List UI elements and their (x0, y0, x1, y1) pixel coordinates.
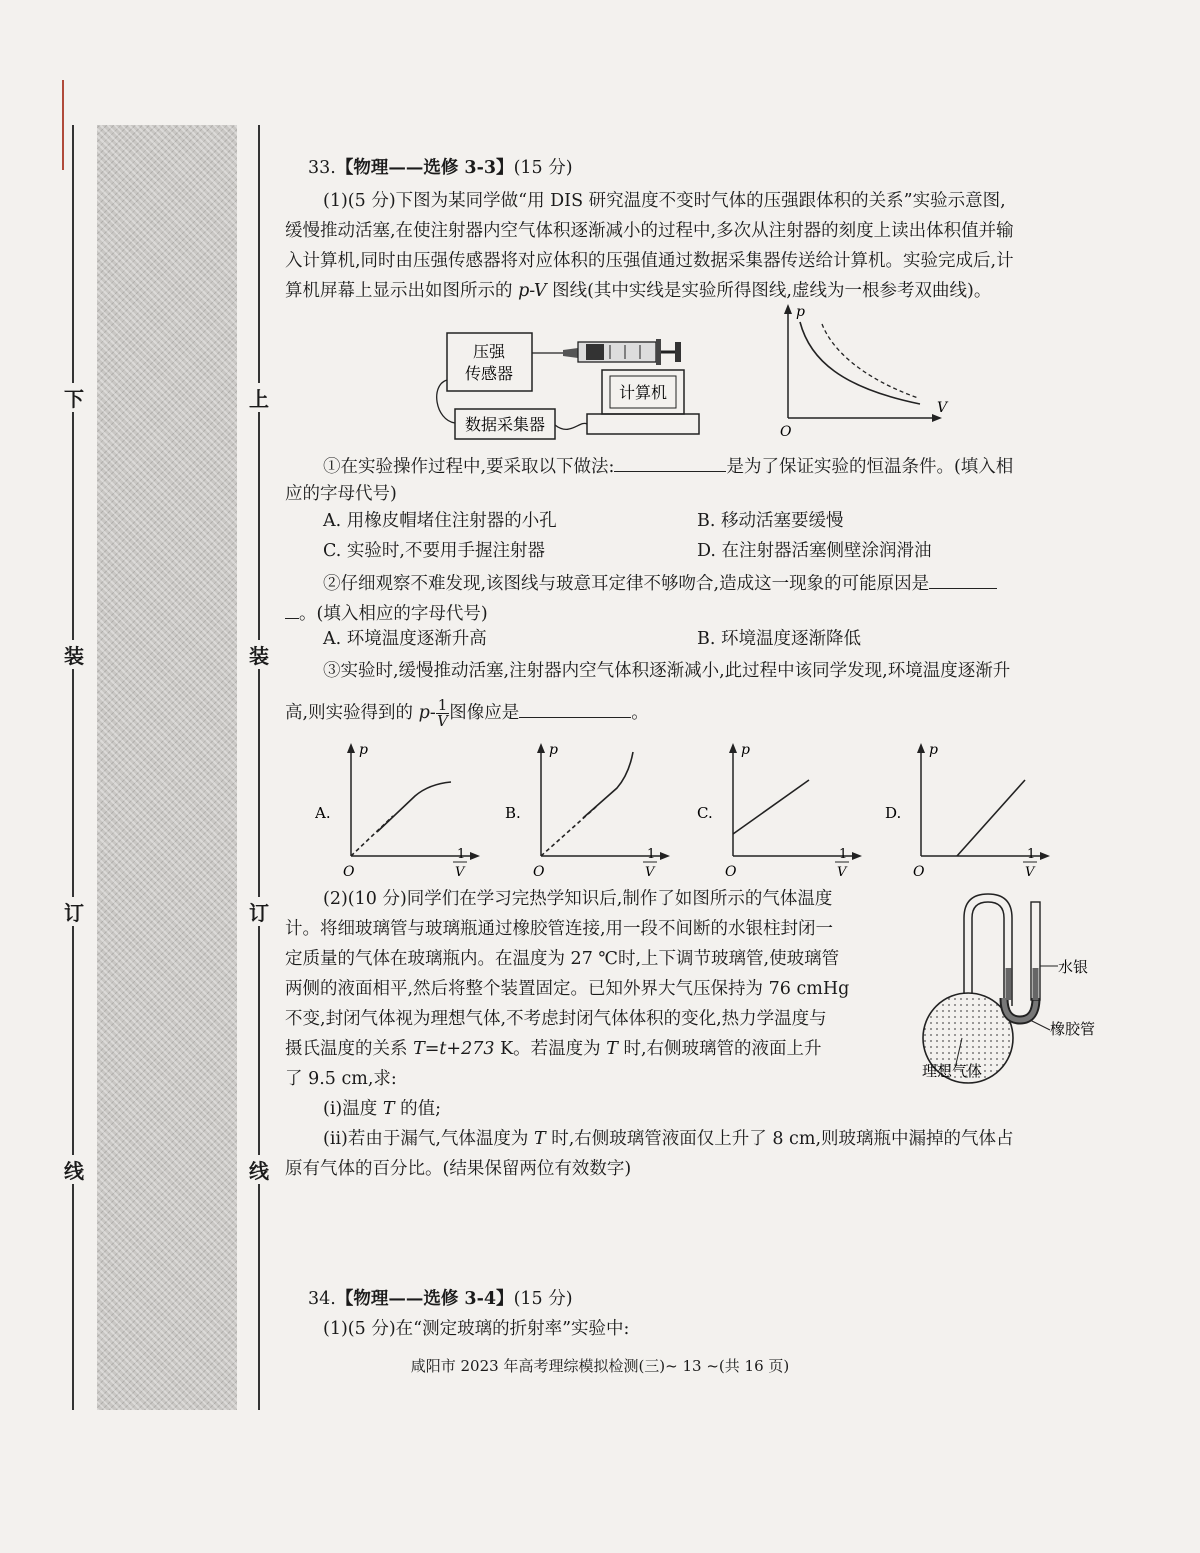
pv-dashed-hyperbola (822, 324, 918, 398)
q34-p1: (1)(5 分)在“测定玻璃的折射率”实验中: (323, 1319, 630, 1339)
q33-p2-line6-a: 摄氏温度的关系 (285, 1039, 414, 1059)
q33-p2-line5: 不变,封闭气体视为理想气体,不考虑封闭气体体积的变化,热力学温度与 (285, 1009, 827, 1029)
fraction-numerator: 1 (437, 696, 448, 714)
q33-sub1-line1 (323, 453, 1013, 478)
q33-header (308, 157, 573, 179)
fraction-denominator: V (437, 712, 448, 730)
cable-collector-computer (555, 423, 587, 429)
computer-label: 计算机 (618, 383, 668, 402)
page-footer: 咸阳市 2023 年高考理综模拟检测(三)~ 13 ~(共 16 页) (410, 1357, 790, 1375)
y-axis-arrow (917, 743, 925, 753)
margin-char-outer-3: 订 (62, 897, 86, 926)
one-over-v-fraction (436, 698, 450, 729)
ideal-gas-label: 理想气体 (922, 1062, 983, 1080)
y-axis-label: p (741, 742, 750, 758)
q33-p1-line3: 入计算机,同时由压强传感器将对应体积的压强值通过数据采集器传送给计算机。实验完成后,计 (285, 251, 1014, 271)
x-axis-label-numerator: 1 (1027, 847, 1036, 862)
part-i-b: 的值; (394, 1099, 441, 1119)
answer-blank-2a[interactable] (929, 570, 997, 589)
tube-inner-left (972, 902, 1004, 1006)
choice-label: C. (697, 804, 713, 822)
q33-sub2-a: ②仔细观察不难发现,该图线与玻意耳定律不够吻合,造成这一现象的可能原因是 (323, 574, 930, 594)
q33-sub3-b1: 高,则实验得到的 (285, 703, 419, 723)
choice-graph-d (885, 738, 1060, 883)
binding-line-inner (258, 125, 260, 1410)
q33-sub2-option-b: B. 环境温度逐渐降低 (697, 629, 861, 649)
part-i-T: T (382, 1099, 395, 1119)
part-ii-a: (ⅱ)若由于漏气,气体温度为 (323, 1129, 534, 1149)
y-axis-label: p (359, 742, 368, 758)
q33-sub2-b: 。(填入相应的字母代号) (299, 604, 488, 624)
q33-p2-line4: 两侧的液面相平,然后将整个装置固定。已知外界大气压保持为 76 cmHg (285, 979, 850, 999)
graph-solid-line (583, 752, 633, 818)
rubber-tube-leader (1030, 1020, 1050, 1030)
mercury-label: 水银 (1058, 958, 1089, 976)
origin-label: O (343, 864, 355, 880)
q34-number: 34. (308, 1289, 336, 1309)
left-mercury-column (1006, 968, 1012, 1000)
binding-line-outer (72, 125, 74, 1410)
x-axis-arrow (470, 852, 480, 860)
cable-sensor-collector (437, 380, 455, 423)
part-i-a: (ⅰ)温度 (323, 1099, 383, 1119)
graph-solid-line (733, 780, 809, 834)
origin-label: O (913, 864, 925, 880)
q33-p1-line2: 缓慢推动活塞,在使注射器内空气体积逐渐减小的过程中,多次从注射器的刻度上读出体积值并输 (285, 221, 1014, 241)
x-axis-arrow (660, 852, 670, 860)
q33-sub1-a: ①在实验操作过程中,要采取以下做法: (323, 457, 615, 477)
q33-number: 33. (308, 158, 336, 178)
q33-p2-part-ii (323, 1128, 1014, 1150)
dis-apparatus-diagram (430, 325, 710, 445)
q33-sub1-line2: 应的字母代号) (285, 484, 397, 504)
margin-char-inner-3: 订 (247, 897, 271, 926)
pv-graph-x-label: V (937, 400, 948, 416)
answer-blank-3[interactable] (519, 699, 631, 718)
right-mercury-column (1033, 968, 1039, 1000)
x-axis-label-denominator: V (837, 865, 847, 880)
x-axis-label-numerator: 1 (647, 847, 656, 862)
choice-graph-a (315, 738, 490, 883)
gas-thermometer-diagram (910, 888, 1110, 1088)
y-axis-arrow (537, 743, 545, 753)
graph-solid-line (377, 782, 451, 832)
margin-char-inner-2: 装 (247, 640, 271, 669)
margin-char-outer-1: 下 (62, 383, 86, 412)
data-collector-label: 数据采集器 (464, 415, 546, 434)
q33-sub3-line1: ③实验时,缓慢推动活塞,注射器内空气体积逐渐减小,此过程中该同学发现,环境温度逐渐升 (323, 661, 1011, 681)
x-axis-label-numerator: 1 (457, 847, 466, 862)
computer-base (587, 414, 699, 434)
q33-sub1-b: 是为了保证实验的恒温条件。(填入相 (726, 457, 1014, 477)
q33-p2-line6 (285, 1038, 822, 1060)
tube-outer-left (964, 894, 1012, 1006)
x-axis-label-numerator: 1 (839, 847, 848, 862)
q33-p2-line3: 定质量的气体在玻璃瓶内。在温度为 27 ℃时,上下调节玻璃管,使玻璃管 (285, 949, 840, 969)
pressure-sensor-label-1: 压强 (472, 342, 506, 361)
choice-graph-c (697, 738, 872, 883)
margin-char-outer-2: 装 (62, 640, 86, 669)
q33-p2-line6-b: K。若温度为 (494, 1039, 607, 1059)
syringe-icon (532, 339, 681, 365)
y-axis-label: p (549, 742, 558, 758)
q33-sub1-option-d: D. 在注射器活塞侧壁涂润滑油 (697, 541, 932, 561)
margin-char-inner-4: 线 (247, 1155, 271, 1184)
y-axis-arrow (347, 743, 355, 753)
q34-title: 【物理——选修 3-4】 (335, 1289, 514, 1309)
choice-label: A. (315, 804, 331, 822)
temperature-formula: T=t+273 (413, 1039, 495, 1059)
part-ii-T: T (533, 1129, 546, 1149)
q33-sub3-b2: 图像应是 (449, 703, 520, 723)
q34-score: (15 分) (513, 1289, 573, 1309)
q33-p2-line7: 了 9.5 cm,求: (285, 1069, 397, 1089)
q33-p1-line1: (1)(5 分)下图为某同学做“用 DIS 研究温度不变时气体的压强跟体积的关系”实验示意图, (323, 191, 1006, 211)
red-edge-mark (62, 80, 64, 170)
part-ii-b: 时,右侧玻璃管液面仅上升了 8 cm,则玻璃瓶中漏掉的气体占 (545, 1129, 1014, 1149)
graph-solid-line (957, 780, 1025, 856)
q33-sub2-line1 (323, 570, 997, 595)
margin-char-inner-1: 上 (247, 383, 271, 412)
y-axis-label: p (929, 742, 938, 758)
q33-p1-line4 (285, 280, 991, 302)
temperature-variable: T (606, 1039, 618, 1059)
q33-sub1-option-a: A. 用橡皮帽堵住注射器的小孔 (323, 511, 557, 531)
answer-blank-2b[interactable] (285, 600, 299, 619)
x-axis-label-denominator: V (1025, 865, 1035, 880)
q33-sub3-b3: 。 (631, 703, 649, 723)
q33-p2-part-i (323, 1098, 441, 1120)
q33-p2-line6-c: 时,右侧玻璃管的液面上升 (617, 1039, 822, 1059)
q33-sub2-option-a: A. 环境温度逐渐升高 (323, 629, 487, 649)
q33-sub3-p: p (418, 703, 430, 723)
margin-char-outer-4: 线 (62, 1155, 86, 1184)
binding-margin-band (97, 125, 237, 1410)
pv-variable: p-V (518, 281, 547, 301)
q34-header (308, 1288, 573, 1310)
x-axis-label-denominator: V (455, 865, 465, 880)
y-axis-arrow (729, 743, 737, 753)
q33-sub3-line2: 高,则实验得到的 p- $\frac{1}{V}$ 图像应是 。 (285, 696, 649, 730)
q33-p1-line4-a: 算机屏幕上显示出如图所示的 (285, 281, 519, 301)
q33-score: (15 分) (513, 158, 573, 178)
pressure-sensor-label-2: 传感器 (464, 364, 514, 383)
origin-label: O (533, 864, 545, 880)
pv-graph-origin: O (780, 424, 792, 440)
origin-label: O (725, 864, 737, 880)
q33-title: 【物理——选修 3-3】 (335, 158, 514, 178)
choice-graph-b (505, 738, 680, 883)
rubber-tube-label: 橡胶管 (1050, 1020, 1096, 1038)
pv-graph-y-label: p (796, 304, 805, 320)
choice-label: B. (505, 804, 521, 822)
q33-p2-line1: (2)(10 分)同学们在学习完热学知识后,制作了如图所示的气体温度 (323, 889, 833, 909)
answer-blank-1[interactable] (614, 453, 726, 472)
q33-p1-line4-b: 图线(其中实线是实验所得图线,虚线为一根参考双曲线)。 (546, 281, 992, 301)
q33-sub1-option-b: B. 移动活塞要缓慢 (697, 511, 844, 531)
q33-p2-line2: 计。将细玻璃管与玻璃瓶通过橡胶管连接,用一段不间断的水银柱封闭一 (285, 919, 834, 939)
x-axis-arrow (1040, 852, 1050, 860)
q33-p2-part-ii-line2: 原有气体的百分比。(结果保留两位有效数字) (285, 1159, 632, 1179)
q33-sub1-option-c: C. 实验时,不要用手握注射器 (323, 541, 545, 561)
pv-graph (772, 300, 952, 445)
x-axis-arrow (852, 852, 862, 860)
choice-label: D. (885, 804, 902, 822)
q33-sub2-line2 (285, 600, 488, 625)
x-axis-label-denominator: V (645, 865, 655, 880)
